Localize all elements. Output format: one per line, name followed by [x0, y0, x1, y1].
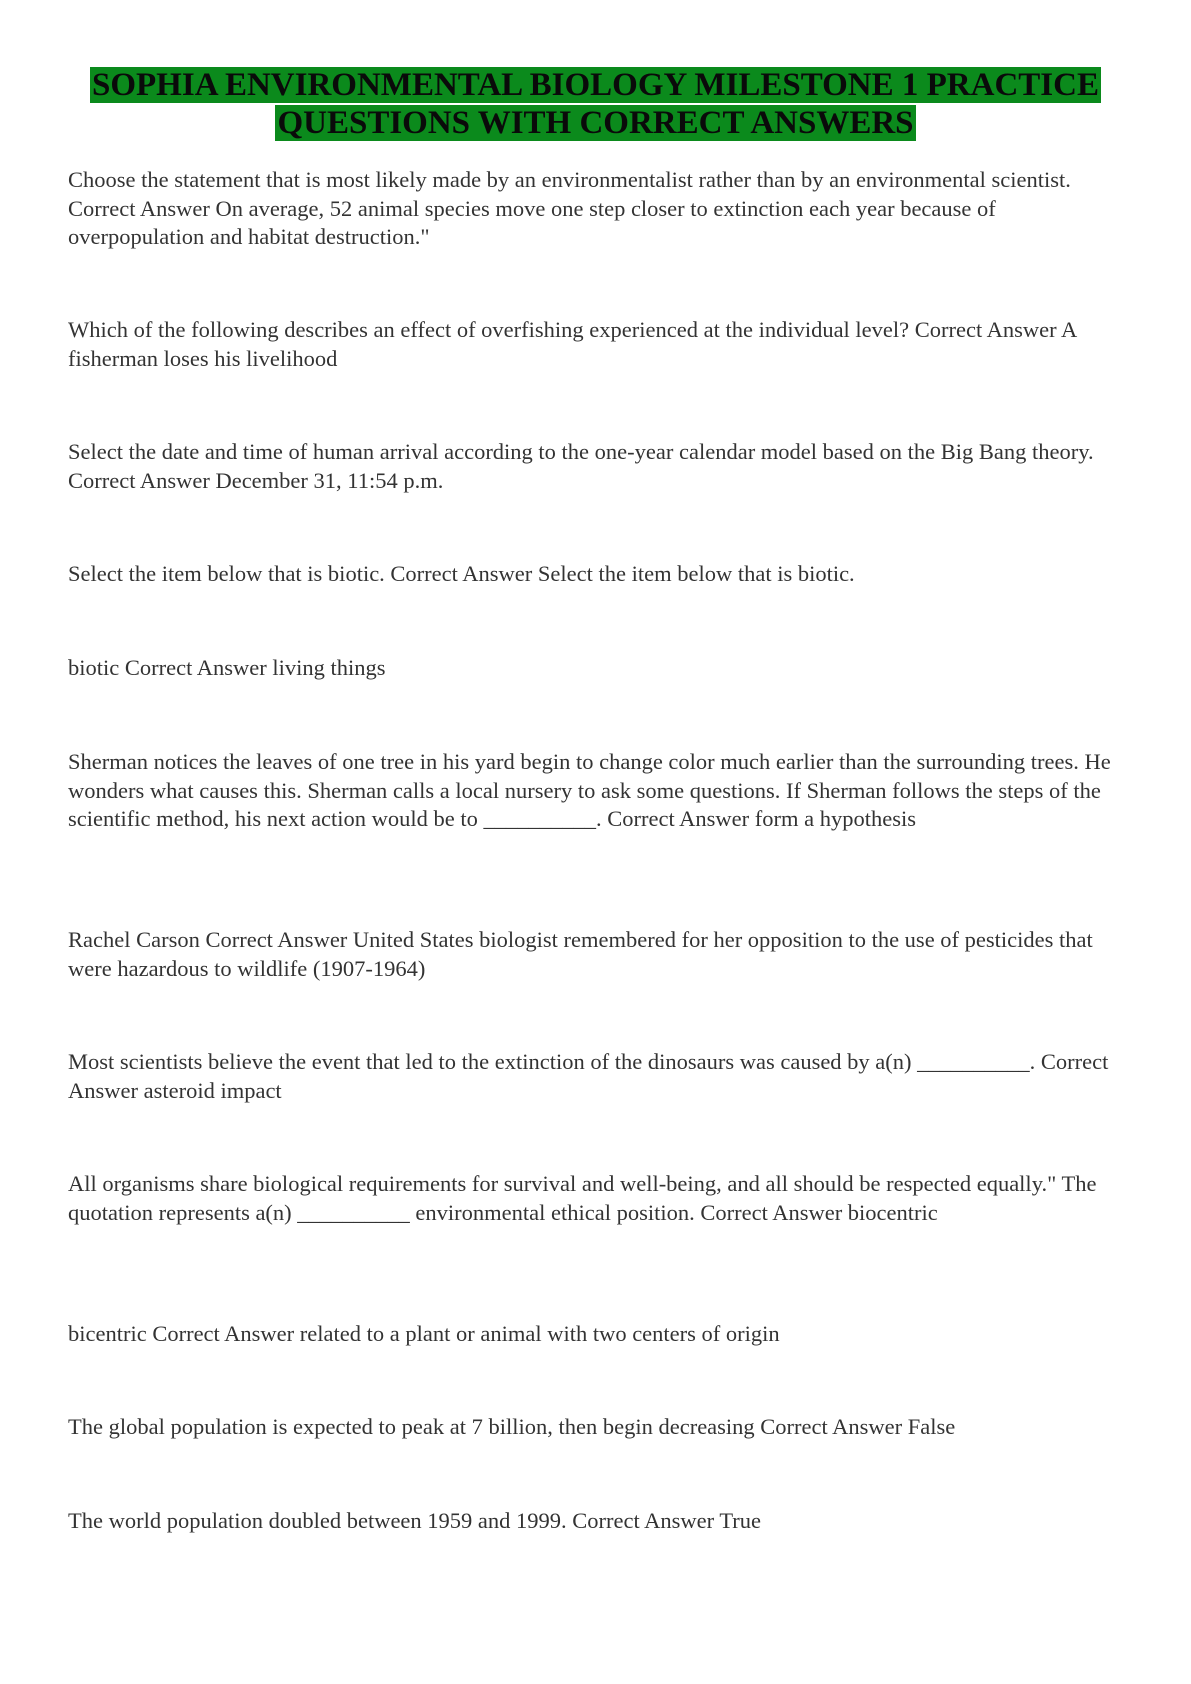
qa-item-11: The global population is expected to peak at 7 billion, then begin decreasing Correct Answer False	[68, 1414, 956, 1439]
qa-item-10: bicentric Correct Answer related to a plant or animal with two centers of origin	[68, 1321, 780, 1346]
title-line-2: QUESTIONS WITH CORRECT ANSWERS	[277, 105, 914, 141]
qa-item-4: Select the item below that is biotic. Correct Answer Select the item below that is biotic.	[68, 561, 855, 586]
qa-item-3: Select the date and time of human arrival according to the one-year calendar model based on the Big Bang theory. Correct Answer December 31, 11:54 p.m.	[68, 439, 1094, 493]
qa-item-6: Sherman notices the leaves of one tree in his yard begin to change color much earlier than the surrounding trees. He wonders what causes this. Sherman calls a local nursery to ask some questions. If Sherman follows the steps of the scientific method, his next action would be to __________. Correct Answer form a hypothesis	[68, 749, 1111, 831]
qa-item-8: Most scientists believe the event that led to the extinction of the dinosaurs was caused by a(n) __________. Correct Answer asteroid impact	[68, 1049, 1109, 1103]
qa-item-1: Choose the statement that is most likely made by an environmentalist rather than by an environmental scientist. Correct Answer On average, 52 animal species move one step closer to extinction each year because of overpopulation and habitat destruction."	[68, 167, 1071, 249]
qa-item-9: All organisms share biological requirements for survival and well-being, and all should be respected equally." The quotation represents a(n) __________ environmental ethical position. Correct Answer biocentric	[68, 1171, 1097, 1225]
qa-item-12: The world population doubled between 1959 and 1999. Correct Answer True	[68, 1508, 762, 1533]
qa-item-5: biotic Correct Answer living things	[68, 655, 386, 680]
qa-item-7: Rachel Carson Correct Answer United States biologist remembered for her opposition to the use of pesticides that were hazardous to wildlife (1907-1964)	[68, 927, 1093, 981]
title-line-1: SOPHIA ENVIRONMENTAL BIOLOGY MILESTONE 1 PRACTICE	[92, 67, 1099, 103]
qa-item-2: Which of the following describes an effect of overfishing experienced at the individual level? Correct Answer A fisherman loses his livelihood	[68, 317, 1076, 371]
document-title	[60, 66, 1131, 142]
